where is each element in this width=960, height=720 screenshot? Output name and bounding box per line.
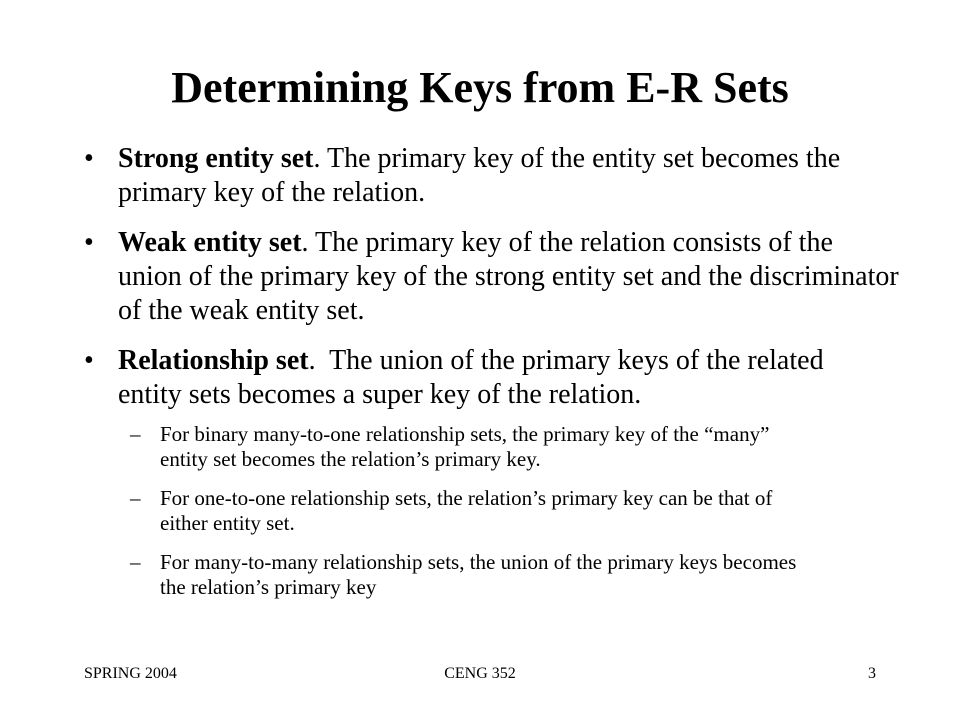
bullet-text: . The union of the primary keys of the related entity sets becomes a super key of the relation.	[118, 345, 852, 410]
bullet-term: Relationship set	[118, 345, 309, 376]
sub-bullet-marker: –	[130, 486, 141, 510]
bullet-marker: •	[84, 227, 94, 258]
bullet-text: . The primary key of the relation consists of the union of the primary key of the strong entity set and the discriminator of the weak entity set.	[118, 227, 899, 326]
sub-bullet-marker: –	[130, 550, 141, 574]
sub-bullet-many-to-many	[0, 550, 900, 600]
bullet-term: Strong entity set	[118, 143, 314, 174]
sub-bullet-marker: –	[130, 422, 141, 446]
sub-bullet-text: For one-to-one relationship sets, the relation’s primary key can be that of either entity set.	[160, 486, 773, 535]
slide-title: Determining Keys from E-R Sets	[171, 63, 789, 112]
bullet-text: . The primary key of the entity set becomes the primary key of the relation.	[118, 143, 841, 208]
bullet-weak-entity-set	[0, 226, 960, 328]
sub-bullet-one-to-one	[0, 486, 900, 536]
sub-bullet-many-to-one	[0, 422, 900, 472]
bullet-list	[0, 142, 960, 616]
bullet-marker: •	[84, 143, 94, 174]
sub-bullet-list	[0, 422, 900, 600]
sub-bullet-text: For binary many-to-one relationship sets, the primary key of the “many” entity set becomes the relation’s primary key.	[160, 422, 770, 471]
footer-semester: SPRING 2004	[84, 665, 177, 682]
footer-page-number: 3	[868, 665, 876, 682]
footer-course: CENG 352	[444, 665, 516, 682]
bullet-relationship-set	[0, 344, 960, 600]
bullet-term: Weak entity set	[118, 227, 302, 258]
sub-bullet-text: For many-to-many relationship sets, the union of the primary keys becomes the relation’s primary key	[160, 550, 797, 599]
bullet-strong-entity-set	[0, 142, 960, 210]
bullet-marker: •	[84, 345, 94, 376]
